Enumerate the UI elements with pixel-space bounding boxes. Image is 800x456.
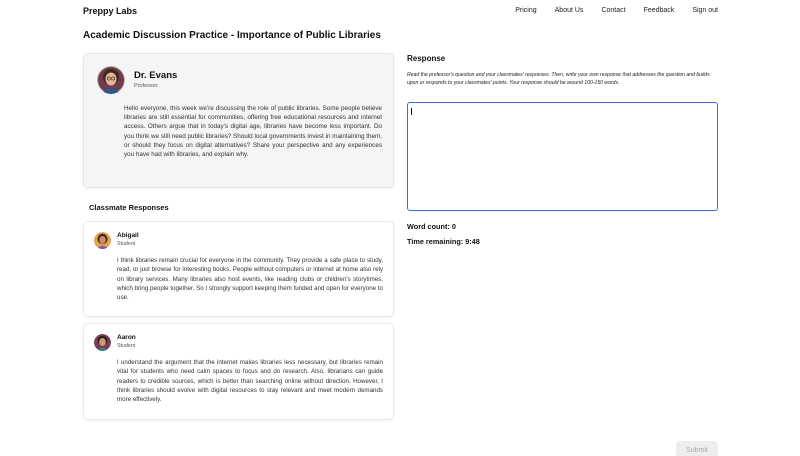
nav-link-pricing[interactable]: Pricing <box>515 7 537 14</box>
page-title: Academic Discussion Practice - Importance of Public Libraries <box>83 30 381 41</box>
classmate-responses-title: Classmate Responses <box>89 203 169 212</box>
text-caret <box>411 108 412 115</box>
classmate-name: Abigail <box>117 232 139 239</box>
nav-link-about-us[interactable]: About Us <box>554 7 584 14</box>
nav-link-contact[interactable]: Contact <box>601 7 626 14</box>
classmate-avatar <box>94 334 111 351</box>
classmate-response-text: I think libraries remain crucial for everyone in the community. They provide a safe place to study, read, or just browse for interesting books. People without computers or internet at home also rely on library services. Many libraries also host events, like reading clubs or children's storytimes, which bring people together. So I strongly support keeping them funded and open for everyone to use. <box>117 257 383 302</box>
top-nav <box>0 0 800 24</box>
classmate-response-text: I understand the argument that the internet makes libraries less necessary, but libraries remain vital for students who need calm spaces to focus and do research. Also, librarians can guide readers to credible sources, which is better than searching online without direction. However, I think libraries should evolve with digital resources to stay relevant and meet modern demands more effectively. <box>117 359 383 404</box>
classmate-card-aaron <box>83 323 394 420</box>
nav-link-feedback[interactable]: Feedback <box>643 7 675 14</box>
professor-role: Professor <box>134 83 158 89</box>
professor-name: Dr. Evans <box>134 70 178 81</box>
professor-question-text: Hello everyone, this week we're discussing the role of public libraries. Some people believe libraries are still essential for communities, offering free educational resources and internet access. Others argue that in today's digital age, libraries have become less important. Do you think we still need public libraries? Should local governments invest in maintaining them, or should they focus on digital alternatives? Share your perspective and any experiences you have had with libraries, and explain why. <box>124 105 382 159</box>
word-count: Word count: 0 <box>407 222 456 231</box>
classmate-card-abigail <box>83 221 394 317</box>
classmate-role: Student <box>117 343 136 349</box>
classmate-name: Aaron <box>117 334 136 341</box>
response-textarea[interactable] <box>407 102 718 211</box>
submit-button[interactable]: Submit <box>676 441 718 456</box>
nav-links <box>497 7 718 14</box>
classmate-role: Student <box>117 241 136 247</box>
classmate-avatar <box>94 232 111 249</box>
professor-avatar <box>97 66 125 94</box>
professor-card <box>83 53 394 188</box>
brand-logo[interactable]: Preppy Labs <box>83 6 138 16</box>
response-title: Response <box>407 54 446 63</box>
time-remaining: Time remaining: 9:48 <box>407 237 480 246</box>
nav-link-sign-out[interactable]: Sign out <box>692 7 718 14</box>
response-instructions: Read the professor's question and your classmates' responses. Then, write your own response that addresses the question and builds upon or responds to your classmates' points. Your response should be around 100-150 words. <box>407 72 710 87</box>
